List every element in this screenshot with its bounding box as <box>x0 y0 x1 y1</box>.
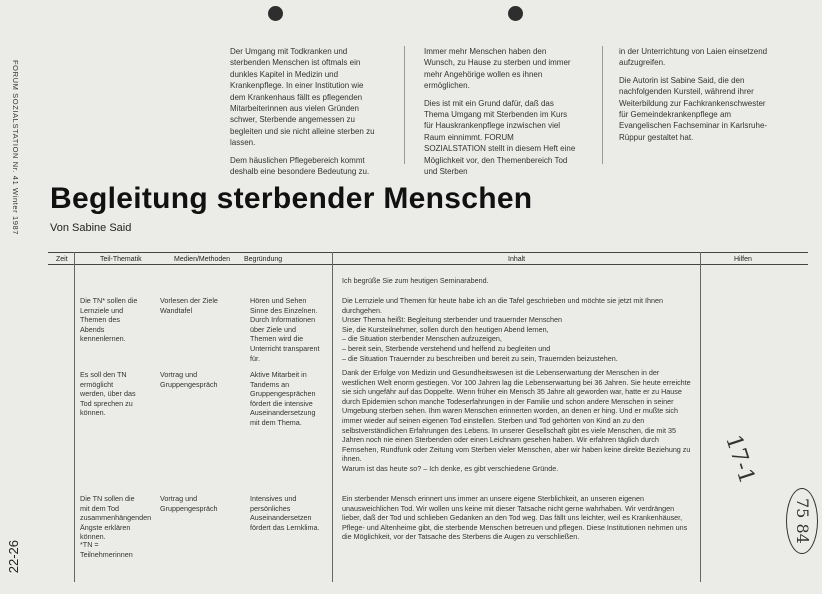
inhalt-line: Ein sterbender Mensch erinnert uns immer an unsere eigene Sterblichkeit, an unseren eigenen unausweichlichen Tod. Wir wollen uns keine mit dieser Tatsache nicht gerne wahrhaben. Wir verdrängen lieber, daß der Tod und schlieben Gedanken an den Tod weg. Das fällt uns leichter, weil es Krankenhäuser, Pflege- und Altenheime gibt, die sterbende Menschen betreuen und pflegen. Diese Institutionen nehmen uns die Möglichkeit, vor der Tatsache des Sterbens die Augen zu verschließen. <box>342 494 688 542</box>
article-title: Begleitung sterbender Menschen <box>50 182 533 215</box>
intro-paragraph: Dies ist mit ein Grund dafür, daß das Thema Umgang mit Sterbenden im Kurs für Hauskrankenpflege inzwischen viel Raum einnimmt. FORUM SOZIALSTATION stellt in diesem Heft eine Möglichkeit vor, den Themenbereich Tod und Sterben <box>424 98 576 177</box>
row1-medien: Vorlesen der Ziele Wandtafel <box>160 296 218 315</box>
footnote: *TN = Teilnehmerinnen <box>80 540 133 559</box>
inhalt-line: – die Situation Trauernder zu beschreiben und bereit zu sein, Trauernden beizustehen. <box>342 353 618 363</box>
handwritten-note: 17-1 <box>720 432 760 487</box>
row3-medien: Vortrag und Gruppengespräch <box>160 494 218 513</box>
table-column-line <box>74 252 75 582</box>
inhalt-line: Warum ist das heute so? – Ich denke, es gibt verschiedene Gründe. <box>342 463 559 473</box>
intro-paragraph: Der Umgang mit Todkranken und sterbenden Menschen ist oftmals ein dunkles Kapitel in Medizin und Krankenpflege. In einer Institution wie dem Krankenhaus fällt es pflegenden Mitarbeiterinnen aus vielen Gründen schwer, Sterbende angemessen zu begleiten und sie nicht alleine sterben zu lassen. <box>230 47 375 148</box>
header-inhalt: Inhalt <box>508 256 526 263</box>
row1-inhalt <box>342 296 694 363</box>
intro-paragraph: Dem häuslichen Pflegebereich kommt deshalb eine besondere Bedeutung zu. <box>230 155 370 177</box>
inhalt-line: Sie, die Kursteilnehmer, sollen durch den heutigen Abend lernen, <box>342 324 549 334</box>
intro-paragraph: Immer mehr Menschen haben den Wunsch, zu Hause zu sterben und immer mehr Angehörige wollen es ihnen ermöglichen. <box>424 47 571 91</box>
row2-inhalt <box>342 368 694 474</box>
header-begruendung: Begründung <box>244 256 283 263</box>
article-author: Von Sabine Said <box>50 222 132 234</box>
table-column-line <box>700 252 701 582</box>
inhalt-line: Unser Thema heißt: Begleitung sterbender und trauernder Menschen <box>342 315 563 325</box>
inhalt-line: Die Lernziele und Themen für heute habe ich an die Tafel geschrieben und möchte sie jetzt mit Ihnen durchgehen. <box>342 296 663 315</box>
intro-paragraph: Die Autorin ist Sabine Said, die den nachfolgenden Kursteil, während ihrer Weiterbildung zur Fachkrankenschwester für Gemeindekrankenpflege am Evangelischen Fachseminar in Karlsruhe-Rüppur gestaltet hat. <box>619 75 768 142</box>
header-hilfen: Hilfen <box>734 256 752 263</box>
row2-medien: Vortrag und Gruppengespräch <box>160 370 218 389</box>
table-top-rule <box>48 252 808 253</box>
header-medien: Medien/Methoden <box>174 256 231 263</box>
punch-hole-right <box>508 6 523 21</box>
intro-column-2 <box>424 46 576 183</box>
column-divider <box>602 46 603 164</box>
row1-begruendung: Hören und Sehen Sinne des Einzelnen. Durch Informationen über Ziele und Themen wird die Unterricht transparent für. <box>250 296 320 363</box>
header-teil-thematik: Teil-Thematik <box>100 256 142 263</box>
inhalt-line: – bereit sein, Sterbende verstehend und helfend zu begleiten und <box>342 343 551 353</box>
punch-hole-left <box>268 6 283 21</box>
row2-teil: Es soll den TN ermöglicht werden, über das Tod sprechen zu können. <box>80 370 136 418</box>
intro-paragraph: in der Unterrichtung von Laien einsetzend aufzugreifen. <box>619 47 768 68</box>
header-zeit: Zeit <box>56 256 68 263</box>
row2-begruendung: Aktive Mitarbeit in Tandems an Gruppengesprächen fördert die intensive Auseinandersetzung mit dem Thema. <box>250 370 316 427</box>
circled-note: 75 84 <box>786 488 818 554</box>
greeting-text: Ich begrüße Sie zum heutigen Seminarabend. <box>342 276 489 285</box>
column-divider <box>404 46 405 164</box>
row3-inhalt <box>342 494 694 542</box>
row1-teil: Die TN* sollen die Lernziele und Themen des Abends kennenlernen. <box>80 296 138 344</box>
row3-begruendung: Intensives und persönliches Auseinandersetzen fördert das Lernklima. <box>250 494 320 532</box>
page-number: 22-26 <box>6 540 21 574</box>
inhalt-line: – die Situation sterbender Menschen aufzuzeigen, <box>342 334 502 344</box>
row3-teil: Die TN sollen die mit dem Tod zusammenhängenden Ängste erklären können. <box>80 494 152 542</box>
intro-column-3 <box>619 46 771 149</box>
journal-vertical-label: FORUM SOZIALSTATION Nr. 41 Winter 1987 <box>11 60 20 236</box>
intro-column-1 <box>230 46 380 183</box>
table-header-rule <box>48 264 808 265</box>
inhalt-line: Dank der Erfolge von Medizin und Gesundheitswesen ist die Lebenserwartung der Menschen in der westlichen Welt enorm gestiegen. Vor 100 Jahren lag die Lebenserwartung bei 36 Jahren. Sie heute erreichte sie sich ungefähr auf das Doppelte. Wenn früher ein Mensch 35 Jahre alt geworden war, hatte er zu Hause durch Epidemien schon manche Todeserfahrungen in der Familie und schon andere Menschen in seiner Umgebung sterben sehen. Ihm waren Menschen erinnerten worden, an denen er hing. Und er mußte sich immer wieder auf seinen eigenen Tod einstellen. Sterben und Tod gehörten von Kind an zu den selbstverständlichen Erfahrungen des Lebens. In unserer Gesellschaft gibt es viele Menschen, die mit 35 Jahren noch nie einen Sterbenden oder einen Leichnam gesehen haben. Wir erfahren täglich durch Fernsehen, Rundfunk oder Zeitung vom Sterben vieler Menschen, aber wir haben keine direkte Beziehung zu ihnen. <box>342 368 691 464</box>
table-column-line <box>332 252 333 582</box>
